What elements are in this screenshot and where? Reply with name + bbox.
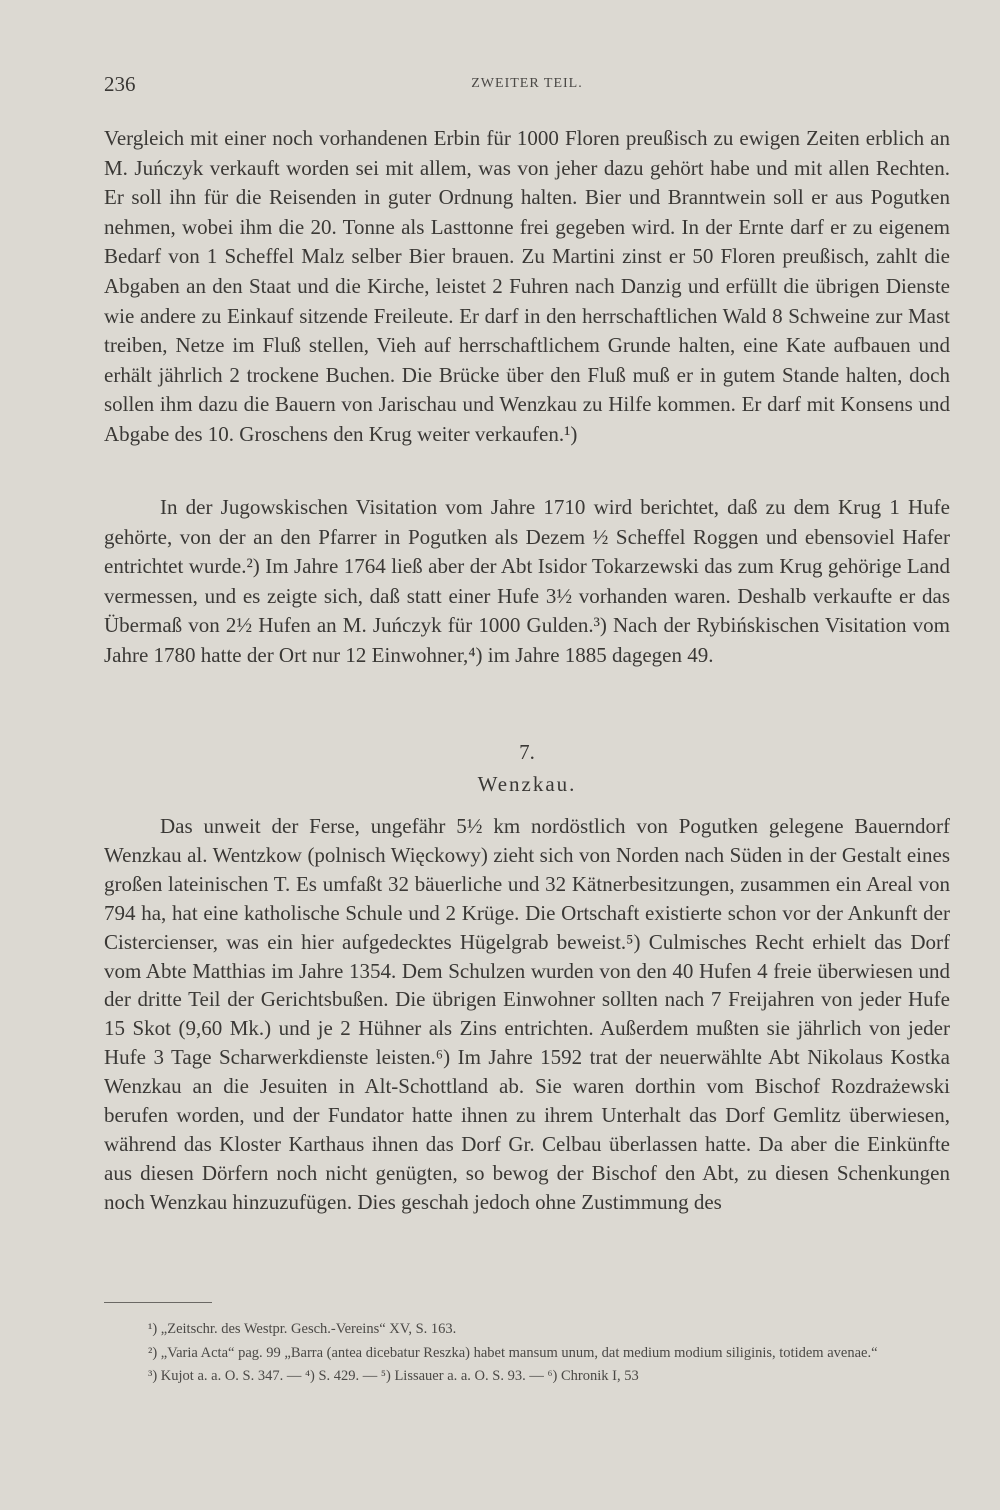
body-paragraph-2: In der Jugowskischen Visitation vom Jahre 1710 wird berichtet, daß zu dem Krug 1 Hufe gehörte, von der an den Pfarrer in Pogutken als Dezem ½ Scheffel Roggen und ebensoviel Hafer entrichtet wurde.²) Im Jahre 1764 ließ aber der Abt Isidor Tokarzewski das zum Krug gehörige Land vermessen, und es zeigte sich, daß statt einer Hufe 3½ vorhanden waren. Deshalb verkaufte er das Übermaß von 2½ Hufen an M. Juńczyk für 1000 Gulden.³) Nach der Rybińskischen Visitation vom Jahre 1780 hatte der Ort nur 12 Einwohner,⁴) im Jahre 1885 dagegen 49.	[104, 495, 950, 667]
section-title: Wenzkau.	[477, 772, 577, 796]
footnote-1: ¹) „Zeitschr. des Westpr. Gesch.-Vereins“ XV, S. 163.	[148, 1321, 457, 1337]
body-paragraph-1: Vergleich mit einer noch vorhandenen Erbin für 1000 Floren preußisch zu ewigen Zeiten erblich an M. Juńczyk verkauft worden sei mit allem, was von jeher dazu gehört habe und mit allen Rechten. Er soll ihn für die Reisenden in guter Ordnung halten. Bier und Branntwein soll er aus Pogutken nehmen, wobei ihm die 20. Tonne als Lasttonne frei gegeben wird. In der Ernte darf er zu eigenem Bedarf von 1 Scheffel Malz selber Bier brauen. Zu Martini zinst er 50 Floren preußisch, zahlt die Abgaben an den Staat und die Kirche, leistet 2 Fuhren nach Danzig und erfüllt die übrigen Dienste wie andere zu Einkauf sitzende Freileute. Er darf in den herrschaftlichen Wald 8 Schweine zur Mast treiben, Netze im Fluß stellen, Vieh auf herrschaftlichem Grunde halten, eine Kate aufbauen und erhält jährlich 2 trockene Buchen. Die Brücke über den Fluß muß er in gutem Stande halten, doch sollen ihm dazu die Bauern von Jarischau und Wenzkau zu Hilfe kommen. Er darf mit Konsens und Abgabe des 10. Groschens den Krug weiter verkaufen.¹)	[104, 126, 950, 446]
footnote-3: ³) Kujot a. a. O. S. 347. — ⁴) S. 429. — ⁵) Lissauer a. a. O. S. 93. — ⁶) Chronik I, 53	[148, 1368, 639, 1384]
footnote-2: ²) „Varia Acta“ pag. 99 „Barra (antea dicebatur Reszka) habet mansum unum, dat medium modium siliginis, totidem avenae.“	[148, 1344, 878, 1361]
footnotes	[104, 1318, 950, 1389]
page-header	[104, 68, 950, 98]
footnote-divider	[104, 1302, 212, 1303]
section-number: 7.	[519, 740, 535, 764]
page-number: 236	[104, 72, 136, 96]
running-title: ZWEITER TEIL.	[471, 76, 583, 91]
body-paragraph-3: Das unweit der Ferse, ungefähr 5½ km nordöstlich von Pogutken gelegene Bauerndorf Wenzkau al. Wentzkow (polnisch Więckowy) zieht sich von Norden nach Süden in der Gestalt eines großen lateinischen T. Es umfaßt 32 bäuerliche und 32 Kätnerbesitzungen, zusammen ein Areal von 794 ha, hat eine katholische Schule und 2 Krüge. Die Ortschaft existierte schon vor der Ankunft der Cistercienser, was ein hier aufgedecktes Hügelgrab beweist.⁵) Culmisches Recht erhielt das Dorf vom Abte Matthias im Jahre 1354. Dem Schulzen wurden von den 40 Hufen 4 freie überwiesen und der dritte Teil der Gerichtsbußen. Die übrigen Einwohner sollten nach 7 Freijahren von jeder Hufe 15 Skot (9,60 Mk.) und je 2 Hühner als Zins entrichten. Außerdem mußten sie jährlich von jeder Hufe 3 Tage Scharwerkdienste leisten.⁶) Im Jahre 1592 trat der neuerwählte Abt Nikolaus Kostka Wenzkau an die Jesuiten in Alt-Schottland ab. Sie waren dorthin vom Bischof Rozdrażewski berufen worden, und der Fundator hatte ihnen zu ihrem Unterhalt das Dorf Gemlitz überwiesen, während das Kloster Karthaus ihnen das Dorf Gr. Celbau überlassen hatte. Da aber die Einkünfte aus diesen Dörfern noch nicht genügten, so bewog der Bischof den Abt, zu diesen Schenkungen noch Wenzkau hinzuzufügen. Dies geschah jedoch ohne Zustimmung des	[104, 814, 950, 1214]
